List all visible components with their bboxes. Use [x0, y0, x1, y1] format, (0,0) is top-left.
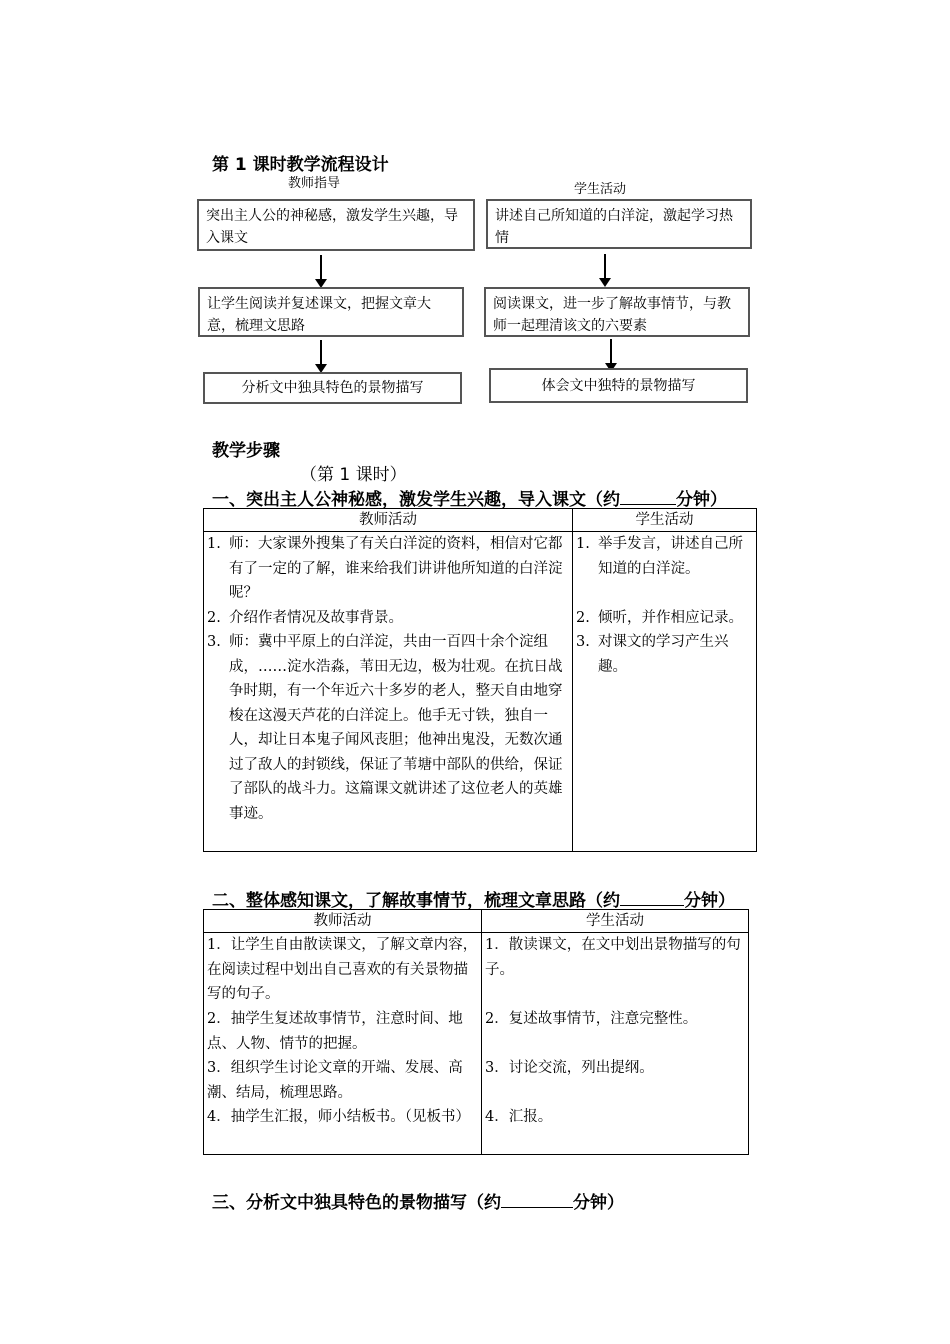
arrow-down-icon — [320, 255, 322, 280]
section3-title-suffix: 分钟） — [573, 1193, 624, 1213]
arrow-down-icon — [320, 340, 322, 365]
teacher-activity-text: 1．让学生自由散读课文，了解文章内容，在阅读过程中划出自己喜欢的有关景物描写的句子。 — [207, 937, 478, 1002]
list-item: 1. 举手发言，讲述自己所知道的白洋淀。 — [576, 536, 743, 577]
teacher-activity-text: 3．组织学生讨论文章的开端、发展、高潮、结局，梳理思路。 — [207, 1060, 463, 1101]
col-teacher-header: 教师活动 — [204, 509, 573, 532]
lesson-label: （第 1 课时） — [300, 465, 407, 485]
student-activity-text: 3．讨论交流，列出提纲。 — [485, 1060, 654, 1076]
teacher-activity-text: 2．抽学生复述故事情节，注意时间、地点、人物、情节的把握。 — [207, 1011, 463, 1052]
section2-table — [203, 909, 749, 1155]
arrow-down-icon — [610, 339, 612, 364]
section3-title-text: 三、分析文中独具特色的景物描写（约 — [212, 1193, 501, 1213]
teaching-steps-heading: 教学步骤 — [212, 441, 280, 461]
section1-title-text: 一、突出主人公神秘感，激发学生兴趣，导入课文（约 — [212, 490, 620, 510]
student-activity-text: 4．汇报。 — [485, 1109, 553, 1125]
teacher-step-1: 突出主人公的神秘感，激发学生兴趣，导入课文 — [197, 199, 475, 251]
teacher-activity-text: 师：大家课外搜集了有关白洋淀的资料，相信对它都有了一定的了解，谁来给我们讲讲他所知道的白洋淀呢？ — [229, 536, 563, 601]
section1-title — [212, 485, 727, 510]
list-item: 2. 介绍作者情况及故事背景。 — [207, 609, 403, 626]
list-item: 2. 倾听，并作相应记录。 — [576, 609, 743, 626]
teacher-activity-text: 4．抽学生汇报，师小结板书。（见板书） — [207, 1109, 470, 1125]
col-student-header: 学生活动 — [573, 509, 757, 532]
student-activity-heading: 学生活动 — [574, 182, 627, 197]
student-activity-text: 倾听，并作相应记录。 — [598, 609, 743, 626]
flow-title: 第 1 课时教学流程设计 — [212, 155, 389, 175]
section2-title-text: 二、整体感知课文，了解故事情节，梳理文章思路（约 — [212, 891, 620, 911]
teacher-activities-cell — [204, 532, 573, 852]
minutes-blank[interactable] — [620, 504, 676, 505]
student-step-2: 阅读课文，进一步了解故事情节，与教师一起理清该文的六要素 — [484, 287, 750, 337]
section3-title — [212, 1188, 624, 1213]
list-item: 1. 师：大家课外搜集了有关白洋淀的资料，相信对它都有了一定的了解，谁来给我们讲讲他所知道的白洋淀呢？ — [207, 536, 563, 601]
teacher-activity-text: 师：冀中平原上的白洋淀，共由一百四十余个淀组成，……淀水浩淼，苇田无边，极为壮观。在抗日战争时期，有一个年近六十多岁的老人，整天自由地穿梭在这漫天芦花的白洋淀上。他手无寸铁，独自一人，却让日本鬼子闻风丧胆；他神出鬼没，无数次通过了敌人的封锁线，保证了苇塘中部队的供给，保证了部队的战斗力。这篇课文就讲述了这位老人的英雄事迹。 — [229, 634, 563, 822]
list-item: 3. 对课文的学习产生兴趣。 — [576, 634, 729, 675]
student-step-1: 讲述自己所知道的白洋淀，激起学习热情 — [486, 199, 752, 249]
arrow-down-icon — [604, 254, 606, 279]
student-activity-text: 1．散读课文，在文中划出景物描写的句子。 — [485, 937, 741, 978]
section1-table — [203, 508, 757, 852]
student-activity-text: 对课文的学习产生兴趣。 — [598, 634, 729, 675]
section2-title — [212, 886, 735, 911]
col-teacher-header: 教师活动 — [204, 910, 482, 933]
minutes-blank[interactable] — [620, 905, 684, 906]
teacher-activity-text: 介绍作者情况及故事背景。 — [229, 609, 403, 626]
student-step-3: 体会文中独特的景物描写 — [489, 368, 748, 403]
student-activity-text: 举手发言，讲述自己所知道的白洋淀。 — [598, 536, 743, 577]
minutes-blank[interactable] — [501, 1207, 573, 1208]
teacher-step-3: 分析文中独具特色的景物描写 — [203, 372, 462, 404]
teacher-activities-cell — [204, 933, 482, 1155]
list-item: 3. 师：冀中平原上的白洋淀，共由一百四十余个淀组成，……淀水浩淼，苇田无边，极为壮观。在抗日战争时期，有一个年近六十多岁的老人，整天自由地穿梭在这漫天芦花的白洋淀上。他手无寸铁，独自一人，却让日本鬼子闻风丧胆；他神出鬼没，无数次通过了敌人的封锁线，保证了苇塘中部队的供给，保证了部队的战斗力。这篇课文就讲述了这位老人的英雄事迹。 — [207, 634, 563, 822]
spacer — [576, 581, 753, 606]
student-activities-cell — [482, 933, 749, 1155]
student-activity-text: 2．复述故事情节，注意完整性。 — [485, 1011, 698, 1027]
teacher-step-2: 让学生阅读并复述课文，把握文章大意，梳理文思路 — [198, 287, 464, 337]
col-student-header: 学生活动 — [482, 910, 749, 933]
student-activities-cell — [573, 532, 757, 852]
teacher-guide-heading: 教师指导 — [288, 176, 341, 191]
section1-title-suffix: 分钟） — [676, 490, 727, 510]
section2-title-suffix: 分钟） — [684, 891, 735, 911]
